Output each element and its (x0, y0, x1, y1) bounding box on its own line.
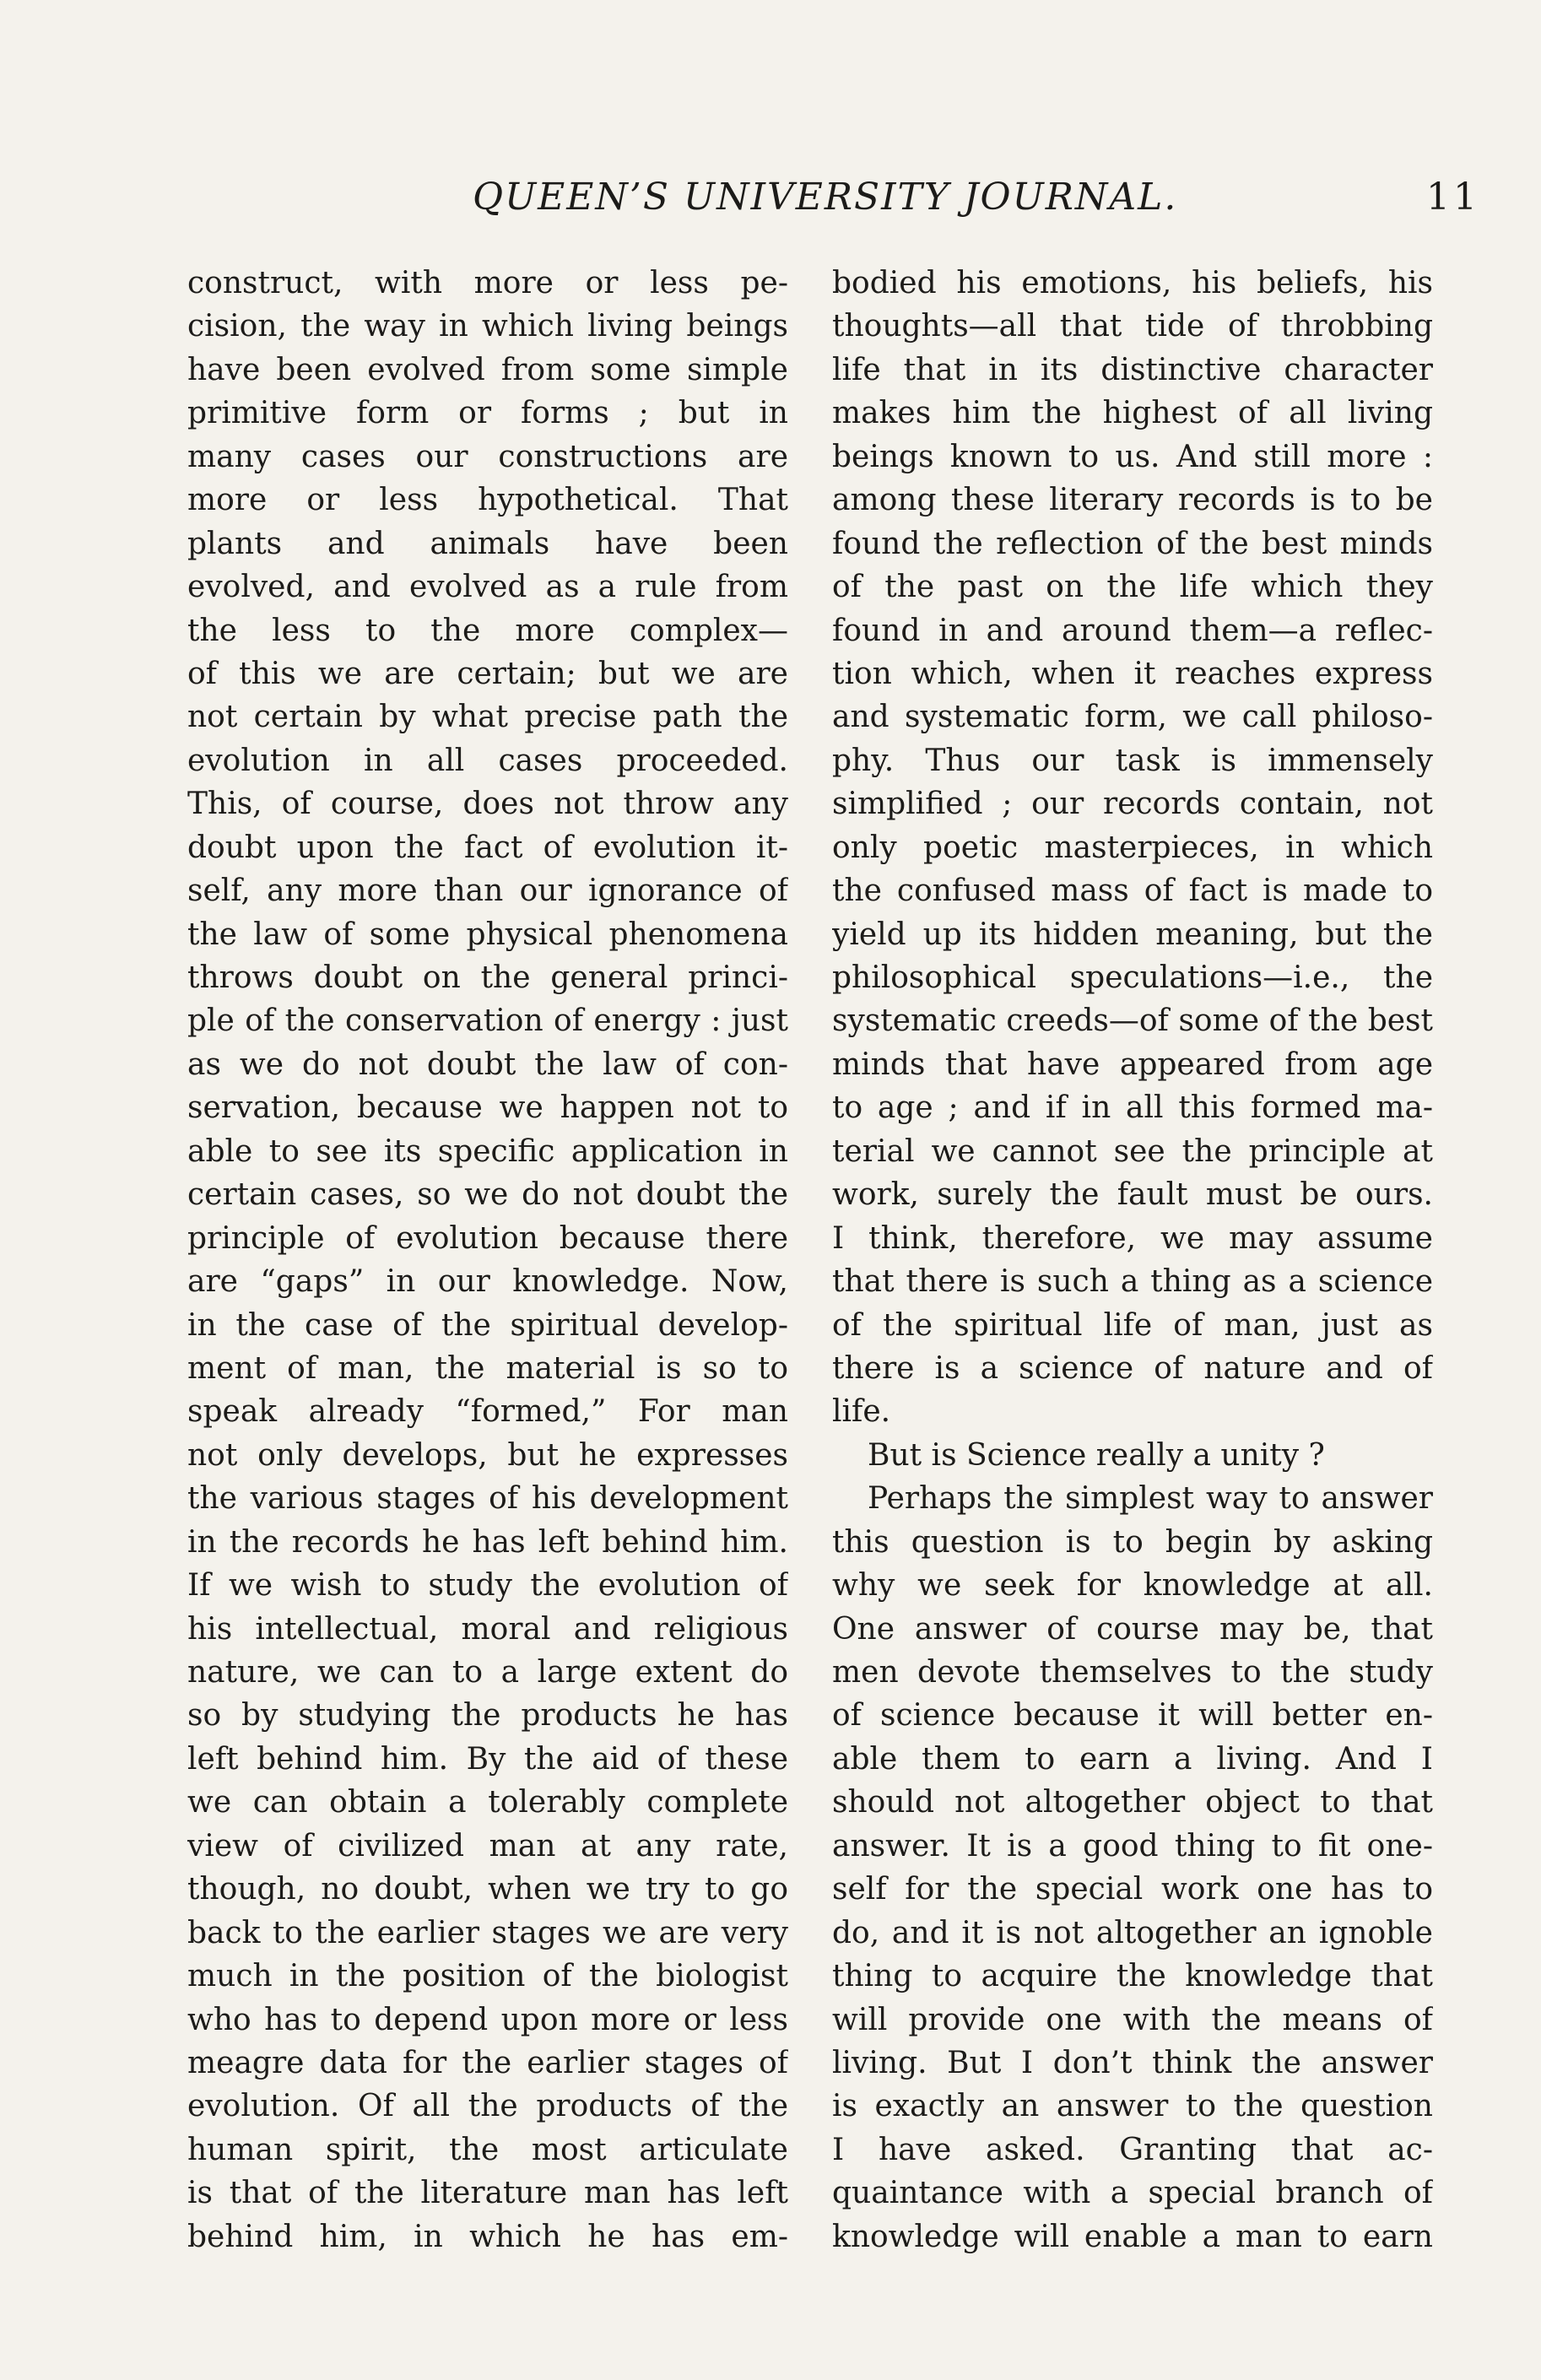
text-line: many cases our constructions are (187, 439, 788, 474)
text-line: life that in its distinctive character (832, 352, 1433, 387)
journal-title: QUEEN’S UNIVERSITY JOURNAL. (473, 176, 1178, 219)
text-line: beings known to us. And still more : (832, 439, 1433, 474)
text-line: are “gaps” in our knowledge. Now, (187, 1264, 788, 1300)
text-line: left behind him. By the aid of these (187, 1741, 788, 1777)
text-line: have been evolved from some simple (187, 352, 788, 387)
text-line: living. But I don’t think the answer (832, 2045, 1433, 2080)
text-line: in the records he has left behind him. (187, 1524, 788, 1560)
text-line: tion which, when it reaches express (832, 656, 1433, 691)
text-line: not only develops, but he expresses (187, 1437, 788, 1473)
text-line: should not altogether object to that (832, 1785, 1433, 1820)
text-line: his intellectual, moral and religious (187, 1611, 788, 1647)
text-line: among these literary records is to be (832, 483, 1433, 518)
text-line: certain cases, so we do not doubt the (187, 1177, 788, 1213)
text-line: thoughts—all that tide of throbbing (832, 309, 1433, 344)
text-line: men devote themselves to the study (832, 1655, 1433, 1690)
text-line: But is Science really a unity ? (868, 1437, 1325, 1473)
text-line: this question is to begin by asking (832, 1524, 1433, 1560)
text-line: cision, the way in which living beings (187, 309, 788, 344)
text-line: the various stages of his development (187, 1481, 788, 1517)
text-line: found in and around them—a reflec- (832, 613, 1433, 648)
text-line: we can obtain a tolerably complete (187, 1785, 788, 1820)
text-line: not certain by what precise path the (187, 700, 788, 735)
text-line: is exactly an answer to the question (832, 2089, 1433, 2124)
text-line: is that of the literature man has left (187, 2176, 788, 2211)
text-line: the less to the more complex— (187, 613, 788, 648)
text-line: found the reflection of the best minds (832, 526, 1433, 561)
text-line: This, of course, does not throw any (187, 787, 788, 822)
left-text-column (187, 262, 788, 2258)
text-line: self for the special work one has to (832, 1872, 1433, 1907)
text-line: terial we cannot see the principle at (832, 1133, 1433, 1169)
text-line: thing to acquire the knowledge that (832, 1959, 1433, 1994)
text-line: life. (832, 1394, 891, 1430)
text-line: minds that have appeared from age (832, 1047, 1433, 1082)
text-line: speak already “formed,” For man (187, 1394, 788, 1430)
text-line: answer. It is a good thing to fit one- (832, 1828, 1433, 1863)
text-line: work, surely the fault must be ours. (832, 1177, 1433, 1213)
text-line: throws doubt on the general princi- (187, 960, 788, 995)
text-line: of science because it will better en- (832, 1698, 1433, 1734)
text-line: yield up its hidden meaning, but the (832, 917, 1433, 952)
text-line: the law of some physical phenomena (187, 917, 788, 952)
text-line: of this we are certain; but we are (187, 656, 788, 691)
text-line: systematic creeds—of some of the best (832, 1003, 1433, 1039)
text-line: only poetic masterpieces, in which (832, 830, 1433, 865)
text-line: able them to earn a living. And I (832, 1741, 1433, 1777)
text-line: there is a science of nature and of (832, 1350, 1433, 1386)
text-line: evolved, and evolved as a rule from (187, 570, 788, 605)
text-line: back to the earlier stages we are very (187, 1915, 788, 1950)
text-line: of the past on the life which they (832, 570, 1433, 605)
text-line: I think, therefore, we may assume (832, 1220, 1433, 1256)
text-line: simplified ; our records contain, not (832, 787, 1433, 822)
text-line: construct, with more or less pe- (187, 266, 788, 300)
text-line: evolution in all cases proceeded. (187, 743, 788, 778)
text-line: ment of man, the material is so to (187, 1350, 788, 1386)
text-line: of the spiritual life of man, just as (832, 1307, 1433, 1343)
text-line: to age ; and if in all this formed ma- (832, 1090, 1433, 1126)
text-line: doubt upon the fact of evolution it- (187, 830, 788, 865)
text-line: servation, because we happen not to (187, 1090, 788, 1126)
page-header (0, 176, 1541, 235)
text-line: makes him the highest of all living (832, 396, 1433, 431)
text-line: and systematic form, we call philoso- (832, 700, 1433, 735)
text-line: why we seek for knowledge at all. (832, 1568, 1433, 1604)
text-line: though, no doubt, when we try to go (187, 1872, 788, 1907)
text-line: nature, we can to a large extent do (187, 1655, 788, 1690)
text-line: view of civilized man at any rate, (187, 1828, 788, 1863)
text-line: If we wish to study the evolution of (187, 1568, 788, 1604)
text-line: more or less hypothetical. That (187, 483, 788, 518)
text-line: plants and animals have been (187, 526, 788, 561)
text-line: One answer of course may be, that (832, 1611, 1433, 1647)
text-line: able to see its specific application in (187, 1133, 788, 1169)
text-line: in the case of the spiritual develop- (187, 1307, 788, 1343)
text-line: who has to depend upon more or less (187, 2002, 788, 2037)
text-line: ple of the conservation of energy : just (187, 1003, 788, 1039)
text-line: philosophical speculations—i.e., the (832, 960, 1433, 995)
text-line: much in the position of the biologist (187, 1959, 788, 1994)
text-line: bodied his emotions, his beliefs, his (832, 266, 1433, 300)
text-line: Perhaps the simplest way to answer (868, 1481, 1433, 1517)
text-line: as we do not doubt the law of con- (187, 1047, 788, 1082)
text-line: that there is such a thing as a science (832, 1264, 1433, 1300)
text-line: behind him, in which he has em- (187, 2219, 788, 2254)
text-line: do, and it is not altogether an ignoble (832, 1915, 1433, 1950)
text-line: I have asked. Granting that ac- (832, 2132, 1433, 2167)
text-line: will provide one with the means of (832, 2002, 1433, 2037)
text-line: the confused mass of fact is made to (832, 874, 1433, 909)
text-line: knowledge will enable a man to earn (832, 2219, 1433, 2254)
text-line: meagre data for the earlier stages of (187, 2045, 788, 2080)
text-line: quaintance with a special branch of (832, 2176, 1433, 2211)
text-line: so by studying the products he has (187, 1698, 788, 1734)
page-number: 11 (1426, 176, 1480, 219)
text-line: human spirit, the most articulate (187, 2132, 788, 2167)
text-line: principle of evolution because there (187, 1220, 788, 1256)
right-text-column (832, 262, 1433, 2258)
text-line: primitive form or forms ; but in (187, 396, 788, 431)
text-line: self, any more than our ignorance of (187, 874, 788, 909)
text-line: evolution. Of all the products of the (187, 2089, 788, 2124)
text-line: phy. Thus our task is immensely (832, 743, 1433, 778)
